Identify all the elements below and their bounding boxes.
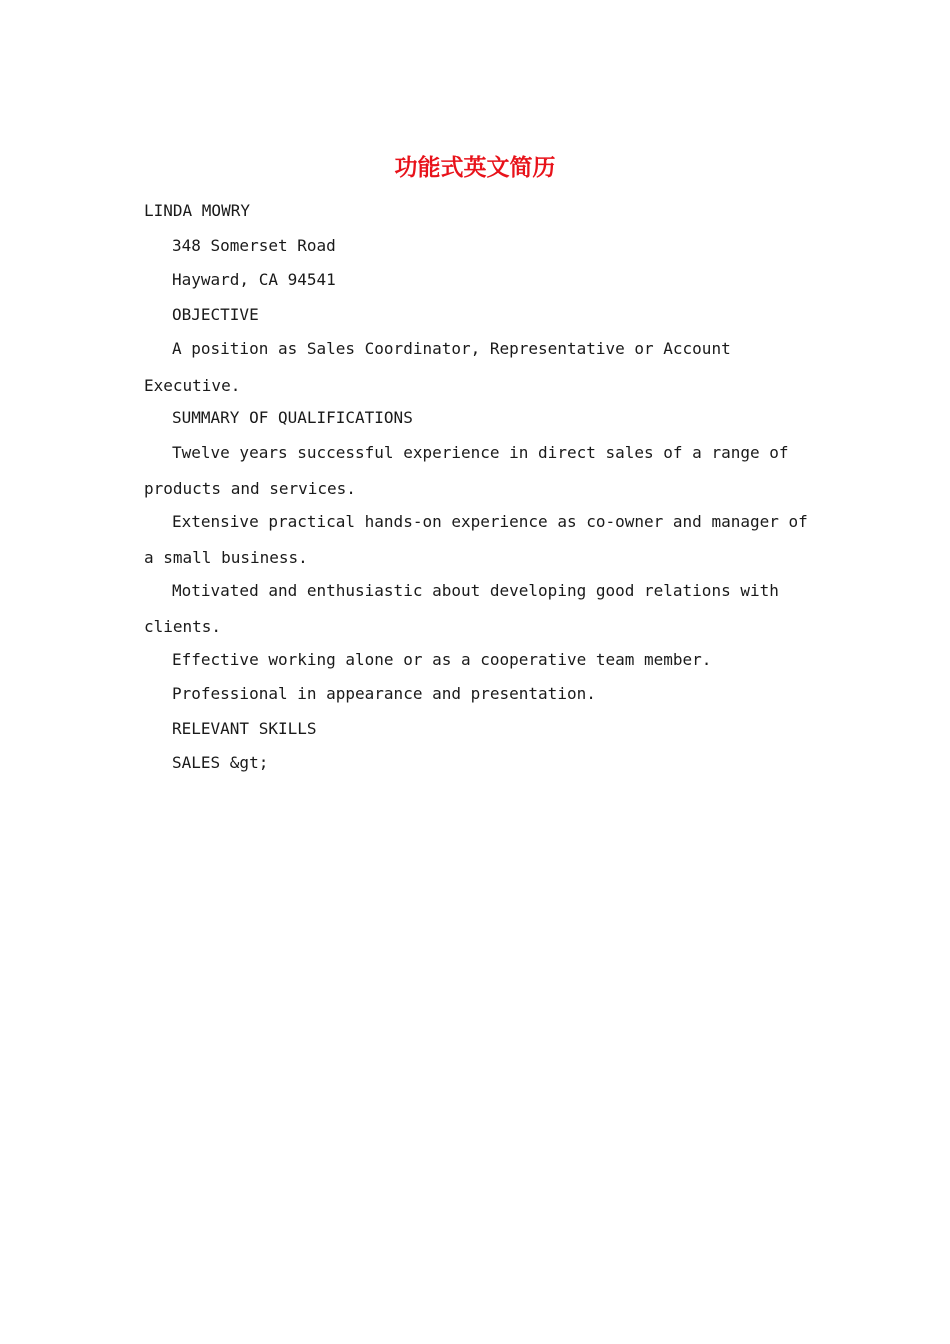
objective-text xyxy=(144,332,814,404)
qualification-line-1: Extensive practical hands-on experience as co-owner and manager of xyxy=(172,511,808,531)
qualification-line-1: Twelve years successful experience in direct sales of a range of xyxy=(172,442,789,462)
qualification-line-2: clients. xyxy=(144,617,222,636)
qualification-item xyxy=(144,436,814,508)
resume-body xyxy=(144,194,814,781)
objective-text-line-1: A position as Sales Coordinator, Representative or Account xyxy=(172,339,731,358)
qualification-line-1: Motivated and enthusiastic about developing good relations with xyxy=(172,580,779,600)
objective-heading: OBJECTIVE xyxy=(172,304,259,324)
objective-text-line-2: Executive. xyxy=(144,375,241,395)
qualification-item: Effective working alone or as a cooperative team member. xyxy=(172,649,712,669)
qualification-line-2: products and services. xyxy=(144,479,356,498)
address-street: 348 Somerset Road xyxy=(172,235,336,255)
applicant-name: LINDA MOWRY xyxy=(144,201,250,220)
qualification-item xyxy=(144,574,814,646)
qualification-item xyxy=(144,505,814,577)
skills-heading: RELEVANT SKILLS xyxy=(172,718,317,738)
summary-heading: SUMMARY OF QUALIFICATIONS xyxy=(172,408,413,427)
document-title: 功能式英文简历 xyxy=(394,154,556,181)
qualification-item: Professional in appearance and presentation. xyxy=(172,684,596,703)
address-city: Hayward, CA 94541 xyxy=(172,270,336,289)
sales-subheading: SALES &gt; xyxy=(172,753,269,772)
qualification-line-2: a small business. xyxy=(144,548,308,567)
